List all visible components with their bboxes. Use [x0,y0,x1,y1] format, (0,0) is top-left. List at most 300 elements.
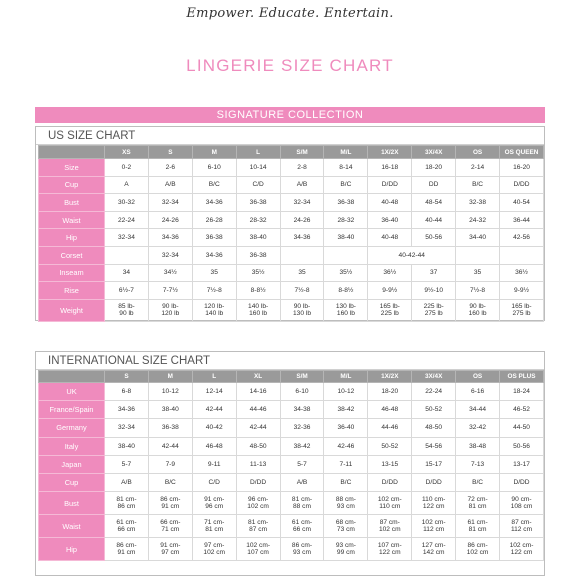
us-table-cell: 37 [412,264,456,282]
intl-cell-line: 88 cm [293,503,311,511]
intl-table-row [39,455,544,473]
us-table-cell: 34-40 [456,229,500,247]
intl-column-header: 3X/4X [412,371,456,383]
intl-cell-line: 71 cm- [204,519,225,527]
intl-table-cell [280,492,324,515]
intl-cell-line: 86 cm- [291,542,313,550]
intl-cell-line: 81 cm- [116,496,137,504]
us-table-cell [148,299,192,321]
us-table-cell: 35½ [324,264,368,282]
intl-cell-line: 108 cm [510,503,533,511]
intl-cell-line: 81 cm- [248,519,269,527]
us-cell-line: 165 lb- [379,303,400,311]
intl-table-cell: 5-7 [105,455,149,473]
intl-cell-line: 81 cm [205,526,224,534]
intl-table-cell: 38-48 [456,437,500,455]
intl-table-cell: 38-40 [105,437,149,455]
us-chart-title: US SIZE CHART [36,127,544,145]
us-table-cell: 9-9½ [500,282,544,300]
intl-table-cell: 44-46 [236,401,280,419]
us-table-cell: 16-20 [500,159,544,177]
intl-table-cell [368,515,412,538]
intl-table-cell [236,515,280,538]
intl-cell-line: 61 cm- [467,519,488,527]
intl-header-row [39,371,544,383]
collection-banner: SIGNATURE COLLECTION [35,107,545,123]
intl-table-cell: 32-34 [105,419,149,437]
intl-table-cell: B/C [148,473,192,491]
us-table-cell: 38-40 [236,229,280,247]
us-table-cell: 24-26 [148,211,192,229]
intl-table-cell: 34-38 [280,401,324,419]
intl-table-cell [105,538,149,561]
intl-table-row [39,383,544,401]
intl-table-cell: 42-44 [192,401,236,419]
us-cell-line: 225 lb- [423,303,444,311]
us-table-cell: D/DD [500,176,544,194]
intl-table-cell [368,492,412,515]
intl-row-label: France/Spain [39,401,105,419]
intl-table-cell: 13-15 [368,455,412,473]
intl-cell-line: 71 cm [161,526,180,534]
us-table-row [39,282,544,300]
intl-table-cell: 50-52 [368,437,412,455]
us-row-label: Bust [39,194,105,212]
international-size-chart [35,351,545,576]
intl-cell-line: 93 cm [336,503,355,511]
us-table-cell: 50-56 [412,229,456,247]
us-cell-line: 130 lb [293,310,311,318]
us-table-cell: 6-10 [192,159,236,177]
intl-table-cell: 10-12 [148,383,192,401]
intl-row-label: Hip [39,538,105,561]
us-table-cell [280,246,324,264]
intl-table-cell: 46-52 [500,401,544,419]
intl-cell-line: 72 cm- [467,496,488,504]
us-table-cell [236,299,280,321]
intl-table-cell: 22-24 [412,383,456,401]
us-header-corner [39,146,105,159]
us-table-row [39,246,544,264]
intl-table-cell: 6-16 [456,383,500,401]
us-table-row [39,264,544,282]
us-table-cell: 40-54 [500,194,544,212]
us-table-row [39,211,544,229]
us-table-cell: 32-34 [105,229,149,247]
intl-table-cell: 48-50 [412,419,456,437]
intl-cell-line: 93 cm- [335,542,356,550]
us-table-cell: 36-44 [500,211,544,229]
intl-cell-line: 91 cm- [204,496,225,504]
us-table-cell: 34½ [148,264,192,282]
intl-table-cell [148,492,192,515]
us-cell-line: 90 lb- [469,303,486,311]
intl-table-cell [105,492,149,515]
intl-table-cell: D/DD [236,473,280,491]
intl-table-cell: 15-17 [412,455,456,473]
intl-cell-line: 110 cm [379,503,401,511]
us-table-cell: 2-6 [148,159,192,177]
intl-table-cell: 9-11 [192,455,236,473]
us-table-cell: 22-24 [105,211,149,229]
intl-table-cell: 40-42 [192,419,236,437]
us-table-cell: 35 [192,264,236,282]
intl-cell-line: 81 cm- [291,496,313,504]
intl-table-cell [412,538,456,561]
intl-cell-line: 86 cm- [467,542,488,550]
intl-cell-line: 88 cm- [335,496,356,504]
intl-table-cell: 48-50 [236,437,280,455]
us-table-row [39,299,544,321]
intl-table-cell [148,538,192,561]
us-table-cell: 18-20 [412,159,456,177]
us-table-cell: 35 [456,264,500,282]
us-row-label: Hip [39,229,105,247]
intl-table-cell [456,492,500,515]
intl-row-label: Waist [39,515,105,538]
us-table-cell: 30-32 [105,194,149,212]
us-table-cell: 36-38 [236,194,280,212]
intl-table-row [39,515,544,538]
intl-table-cell: 50-56 [500,437,544,455]
us-table-cell: B/C [456,176,500,194]
us-table-cell: 7½-8 [280,282,324,300]
us-table-row [39,176,544,194]
intl-cell-line: 102 cm [378,526,401,534]
intl-cell-line: 102 cm- [246,542,271,550]
intl-table-cell [324,492,368,515]
us-table-cell: 34-36 [192,246,236,264]
intl-table-cell: 44-50 [500,419,544,437]
intl-table-cell [500,492,544,515]
intl-table-cell [456,538,500,561]
us-table-cell: 2-8 [280,159,324,177]
intl-table-cell: 6-8 [105,383,149,401]
intl-table-cell: 14-16 [236,383,280,401]
us-table-cell: 35½ [236,264,280,282]
intl-cell-line: 87 cm [249,526,268,534]
us-table-cell: DD [412,176,456,194]
intl-table-cell: 42-44 [148,437,192,455]
us-table-cell: 28-32 [236,211,280,229]
intl-table-cell [192,515,236,538]
intl-table-cell: A/B [280,473,324,491]
us-table-cell: 34 [105,264,149,282]
intl-column-header: 1X/2X [368,371,412,383]
us-table-cell [192,299,236,321]
us-table-cell: 48-54 [412,194,456,212]
us-column-header: M [192,146,236,159]
us-column-header: 3X/4X [412,146,456,159]
us-cell-line: 140 lb [205,310,224,318]
us-cell-line: 90 lb- [162,303,179,311]
intl-cell-line: 66 cm [293,526,311,534]
intl-table-row [39,401,544,419]
intl-column-header: S/M [280,371,324,383]
intl-cell-line: 97 cm [161,549,180,557]
us-cell-line: 120 lb [161,310,180,318]
us-table-cell: 40-48 [368,194,412,212]
us-row-label: Corset [39,246,105,264]
intl-table-cell: 44-46 [368,419,412,437]
us-table-cell [324,299,368,321]
us-table-cell: 9½-10 [412,282,456,300]
intl-row-label: Italy [39,437,105,455]
intl-table-cell: 38-42 [280,437,324,455]
intl-cell-line: 97 cm- [204,542,225,550]
us-table-cell: 9-9½ [368,282,412,300]
intl-table-cell [324,538,368,561]
intl-row-label: Germany [39,419,105,437]
us-table-cell: 24-32 [456,211,500,229]
us-cell-line: 275 lb [512,310,531,318]
intl-table-cell: 32-36 [280,419,324,437]
intl-table-cell [412,515,456,538]
intl-chart-title: INTERNATIONAL SIZE CHART [36,352,544,370]
us-table-cell: 16-18 [368,159,412,177]
intl-cell-line: 66 cm- [160,519,181,527]
intl-table-cell: 18-24 [500,383,544,401]
us-row-label: Cup [39,176,105,194]
intl-table-cell: A/B [105,473,149,491]
intl-table-cell: 36-38 [148,419,192,437]
us-table-cell: 8-8½ [236,282,280,300]
us-table-cell: 32-34 [280,194,324,212]
us-table-cell: 36-38 [236,246,280,264]
brand-tagline: Empower. Educate. Entertain. [186,6,394,21]
us-cell-line: 225 lb [380,310,399,318]
intl-row-label: Bust [39,492,105,515]
us-table-cell: 35 [280,264,324,282]
intl-cell-line: 142 cm [422,549,445,557]
intl-cell-line: 93 cm [293,549,311,557]
us-cell-line: 90 lb [119,310,134,318]
us-table-cell: C/D [236,176,280,194]
us-table-cell: 36-38 [192,229,236,247]
us-table-cell: 8-14 [324,159,368,177]
intl-table-cell: 18-20 [368,383,412,401]
intl-table-cell [500,538,544,561]
intl-table-cell: 7-11 [324,455,368,473]
intl-row-label: UK [39,383,105,401]
intl-table-cell: B/C [456,473,500,491]
intl-cell-line: 102 cm- [509,542,534,550]
intl-cell-line: 81 cm [468,503,487,511]
us-table-cell: 36½ [368,264,412,282]
us-table-cell: 6½-7 [105,282,149,300]
us-table-cell [500,299,544,321]
intl-table-cell: 12-14 [192,383,236,401]
intl-column-header: M [148,371,192,383]
us-size-table [38,145,544,322]
intl-cell-line: 107 cm- [377,542,402,550]
us-table-cell [280,299,324,321]
intl-cell-line: 102 cm [203,549,226,557]
us-cell-line: 85 lb- [118,303,135,311]
intl-table-cell: 38-42 [324,401,368,419]
intl-column-header: OS PLUS [500,371,544,383]
us-row-label: Inseam [39,264,105,282]
us-table-cell: D/DD [368,176,412,194]
intl-row-label: Japan [39,455,105,473]
intl-cell-line: 81 cm [468,526,487,534]
page-title: LINGERIE SIZE CHART [186,56,394,75]
us-cell-line: 160 lb [468,310,487,318]
intl-table-row [39,538,544,561]
intl-table-cell: D/DD [500,473,544,491]
intl-table-cell: 13-17 [500,455,544,473]
us-table-row [39,229,544,247]
us-table-cell: A/B [148,176,192,194]
us-table-cell: A/B [280,176,324,194]
us-table-cell: 42-56 [500,229,544,247]
intl-cell-line: 122 cm [378,549,401,557]
us-table-cell: 40-42-44 [368,246,456,264]
intl-table-cell: 42-46 [324,437,368,455]
intl-table-cell [280,515,324,538]
us-column-header: M/L [324,146,368,159]
us-cell-line: 120 lb- [204,303,225,311]
intl-column-header: S [105,371,149,383]
us-cell-line: 140 lb- [248,303,269,311]
intl-table-row [39,419,544,437]
us-table-cell [368,299,412,321]
intl-cell-line: 90 cm- [511,496,532,504]
intl-table-cell [148,515,192,538]
intl-table-cell: 46-48 [192,437,236,455]
us-table-cell: 40-48 [368,229,412,247]
us-row-label: Weight [39,299,105,321]
us-table-cell [105,299,149,321]
intl-table-cell: 50-52 [412,401,456,419]
intl-cell-line: 68 cm- [335,519,356,527]
intl-table-cell: 6-10 [280,383,324,401]
intl-table-cell: 38-40 [148,401,192,419]
us-table-cell [456,299,500,321]
intl-table-cell: C/D [192,473,236,491]
us-table-cell: B/C [324,176,368,194]
us-column-header: OS [456,146,500,159]
us-table-cell: 34-36 [148,229,192,247]
intl-table-cell [280,538,324,561]
us-row-label: Rise [39,282,105,300]
intl-size-table [38,370,544,561]
intl-cell-line: 127 cm- [421,542,446,550]
us-table-cell: 38-40 [324,229,368,247]
us-table-cell: 26-28 [192,211,236,229]
intl-table-cell: D/DD [368,473,412,491]
us-column-header: OS QUEEN [500,146,544,159]
intl-table-cell [236,538,280,561]
us-table-row [39,159,544,177]
intl-table-cell: 36-40 [324,419,368,437]
us-table-cell: 7½-8 [456,282,500,300]
us-cell-line: 160 lb [336,310,355,318]
intl-cell-line: 91 cm- [160,542,181,550]
us-column-header: S/M [280,146,324,159]
intl-table-row [39,492,544,515]
us-table-cell: 7½-8 [192,282,236,300]
intl-column-header: XL [236,371,280,383]
intl-table-cell [192,492,236,515]
intl-table-cell: D/DD [412,473,456,491]
us-table-cell: 36-38 [324,194,368,212]
intl-table-cell [456,515,500,538]
intl-cell-line: 110 cm- [422,496,446,504]
intl-table-cell [192,538,236,561]
intl-cell-line: 87 cm- [511,519,532,527]
us-cell-line: 130 lb- [335,303,356,311]
intl-cell-line: 112 cm [423,526,445,534]
intl-cell-line: 102 cm- [377,496,402,504]
us-column-header: XS [105,146,149,159]
intl-table-row [39,473,544,491]
us-header-row [39,146,544,159]
us-column-header: S [148,146,192,159]
intl-cell-line: 91 cm [161,503,180,511]
intl-cell-line: 91 cm [117,549,136,557]
us-table-cell: B/C [192,176,236,194]
us-table-cell: 36-40 [368,211,412,229]
intl-cell-line: 96 cm- [248,496,269,504]
intl-table-cell [236,492,280,515]
us-table-cell: 36½ [500,264,544,282]
intl-cell-line: 99 cm [336,549,355,557]
intl-table-cell: B/C [324,473,368,491]
intl-cell-line: 61 cm- [291,519,313,527]
us-row-label: Size [39,159,105,177]
intl-table-cell: 5-7 [280,455,324,473]
intl-table-cell: 34-44 [456,401,500,419]
us-cell-line: 90 lb- [293,303,311,311]
us-table-cell [456,246,500,264]
intl-table-cell: 34-36 [105,401,149,419]
intl-cell-line: 86 cm- [116,542,137,550]
us-column-header: 1X/2X [368,146,412,159]
us-table-cell: 34-36 [280,229,324,247]
us-table-cell [105,246,149,264]
intl-cell-line: 86 cm [117,503,136,511]
intl-cell-line: 112 cm [510,526,533,534]
intl-cell-line: 102 cm [466,549,489,557]
us-table-row [39,194,544,212]
us-row-label: Waist [39,211,105,229]
us-table-cell: 28-32 [324,211,368,229]
intl-cell-line: 61 cm- [116,519,137,527]
intl-table-cell: 32-42 [456,419,500,437]
intl-table-cell: 11-13 [236,455,280,473]
us-table-cell: A [105,176,149,194]
intl-table-row [39,437,544,455]
us-table-cell: 2-14 [456,159,500,177]
intl-table-cell [412,492,456,515]
intl-table-cell: 46-48 [368,401,412,419]
us-table-cell: 10-14 [236,159,280,177]
us-table-cell: 7-7½ [148,282,192,300]
intl-cell-line: 102 cm- [421,519,446,527]
intl-table-cell: 10-12 [324,383,368,401]
intl-column-header: M/L [324,371,368,383]
intl-column-header: OS [456,371,500,383]
us-cell-line: 275 lb [424,310,443,318]
us-table-cell: 32-38 [456,194,500,212]
intl-cell-line: 66 cm [117,526,136,534]
us-table-cell [500,246,544,264]
intl-table-cell [368,538,412,561]
intl-cell-line: 86 cm- [160,496,181,504]
intl-cell-line: 73 cm [336,526,355,534]
us-size-chart [35,126,545,321]
